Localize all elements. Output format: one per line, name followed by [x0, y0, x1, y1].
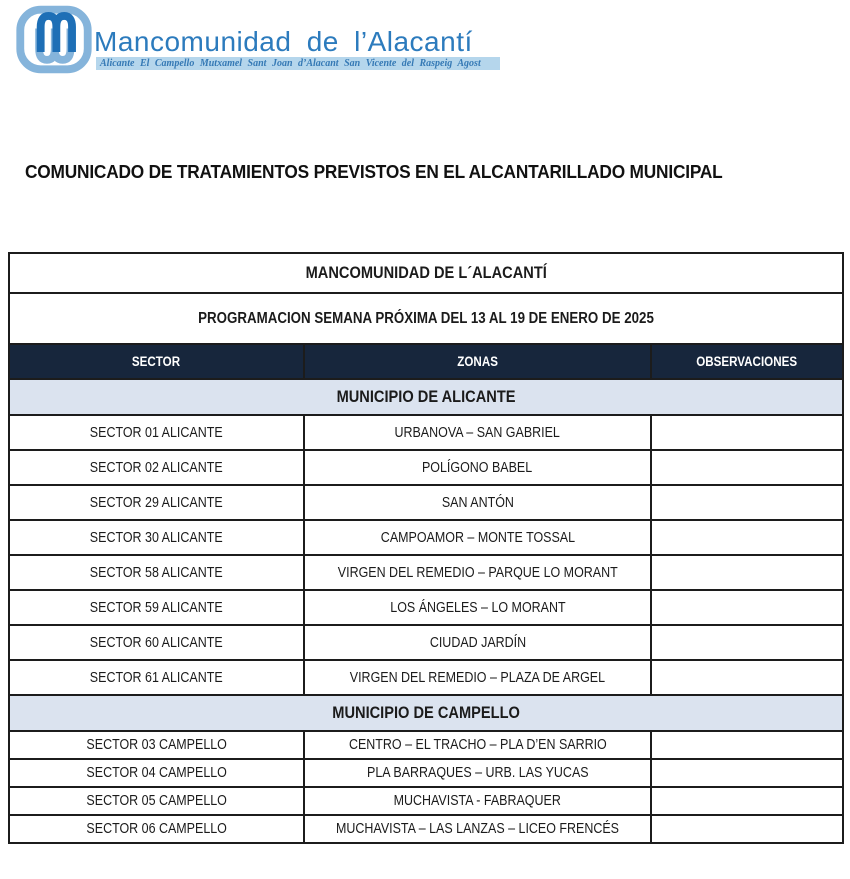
org-name: Mancomunidad de l’Alacantí: [94, 26, 473, 57]
table-subtitle: PROGRAMACION SEMANA PRÓXIMA DEL 13 AL 19 DE ENERO DE 2025: [9, 293, 843, 344]
column-header-observaciones: OBSERVACIONES: [651, 344, 843, 379]
schedule-table-wrap: [8, 252, 842, 844]
section-header-row: [9, 695, 843, 731]
table-row: [9, 555, 843, 590]
zonas-cell: POLÍGONO BABEL: [304, 450, 651, 485]
sector-cell: SECTOR 05 CAMPELLO: [9, 787, 304, 815]
zonas-cell: VIRGEN DEL REMEDIO – PLAZA DE ARGEL: [304, 660, 651, 695]
sector-cell: SECTOR 06 CAMPELLO: [9, 815, 304, 843]
observaciones-cell: [651, 555, 843, 590]
section-title: MUNICIPIO DE ALICANTE: [9, 379, 843, 415]
sector-cell: SECTOR 60 ALICANTE: [9, 625, 304, 660]
sector-cell: SECTOR 30 ALICANTE: [9, 520, 304, 555]
table-row: [9, 759, 843, 787]
table-row: [9, 450, 843, 485]
sector-cell: SECTOR 58 ALICANTE: [9, 555, 304, 590]
sector-cell: SECTOR 04 CAMPELLO: [9, 759, 304, 787]
column-header-zonas: ZONAS: [304, 344, 651, 379]
table-row: [9, 485, 843, 520]
table-row: [9, 660, 843, 695]
org-logo: [14, 5, 514, 75]
sector-cell: SECTOR 01 ALICANTE: [9, 415, 304, 450]
schedule-table: [8, 252, 844, 844]
section-title: MUNICIPIO DE CAMPELLO: [9, 695, 843, 731]
zonas-cell: PLA BARRAQUES – URB. LAS YUCAS: [304, 759, 651, 787]
sector-cell: SECTOR 59 ALICANTE: [9, 590, 304, 625]
sector-cell: SECTOR 02 ALICANTE: [9, 450, 304, 485]
observaciones-cell: [651, 450, 843, 485]
observaciones-cell: [651, 590, 843, 625]
table-row: [9, 787, 843, 815]
observaciones-cell: [651, 485, 843, 520]
observaciones-cell: [651, 660, 843, 695]
zonas-cell: CIUDAD JARDÍN: [304, 625, 651, 660]
table-row: [9, 731, 843, 759]
zonas-cell: URBANOVA – SAN GABRIEL: [304, 415, 651, 450]
table-title: MANCOMUNIDAD DE L´ALACANTÍ: [9, 253, 843, 293]
towns-band-text: Alicante El Campello Mutxamel Sant Joan d’Alacant San Vicente del Raspeig Agost: [100, 58, 481, 69]
table-title-row: [9, 253, 843, 293]
towns-band: [96, 57, 500, 70]
observaciones-cell: [651, 787, 843, 815]
observaciones-cell: [651, 625, 843, 660]
zonas-cell: LOS ÁNGELES – LO MORANT: [304, 590, 651, 625]
observaciones-cell: [651, 759, 843, 787]
zonas-cell: MUCHAVISTA – LAS LANZAS – LICEO FRENCÉS: [304, 815, 651, 843]
table-row: [9, 520, 843, 555]
section-header-row: [9, 379, 843, 415]
zonas-cell: MUCHAVISTA - FABRAQUER: [304, 787, 651, 815]
table-subtitle-row: [9, 293, 843, 344]
column-header-row: [9, 344, 843, 379]
page-title: COMUNICADO DE TRATAMIENTOS PREVISTOS EN EL ALCANTARILLADO MUNICIPAL: [25, 162, 723, 182]
table-row: [9, 590, 843, 625]
table-row: [9, 815, 843, 843]
zonas-cell: CENTRO – EL TRACHO – PLA D’EN SARRIO: [304, 731, 651, 759]
column-header-sector: SECTOR: [9, 344, 304, 379]
sector-cell: SECTOR 29 ALICANTE: [9, 485, 304, 520]
mancomunidad-m-logo-icon: [14, 5, 94, 74]
zonas-cell: VIRGEN DEL REMEDIO – PARQUE LO MORANT: [304, 555, 651, 590]
table-row: [9, 415, 843, 450]
sector-cell: SECTOR 61 ALICANTE: [9, 660, 304, 695]
observaciones-cell: [651, 415, 843, 450]
zonas-cell: CAMPOAMOR – MONTE TOSSAL: [304, 520, 651, 555]
table-row: [9, 625, 843, 660]
observaciones-cell: [651, 731, 843, 759]
observaciones-cell: [651, 815, 843, 843]
zonas-cell: SAN ANTÓN: [304, 485, 651, 520]
sector-cell: SECTOR 03 CAMPELLO: [9, 731, 304, 759]
observaciones-cell: [651, 520, 843, 555]
